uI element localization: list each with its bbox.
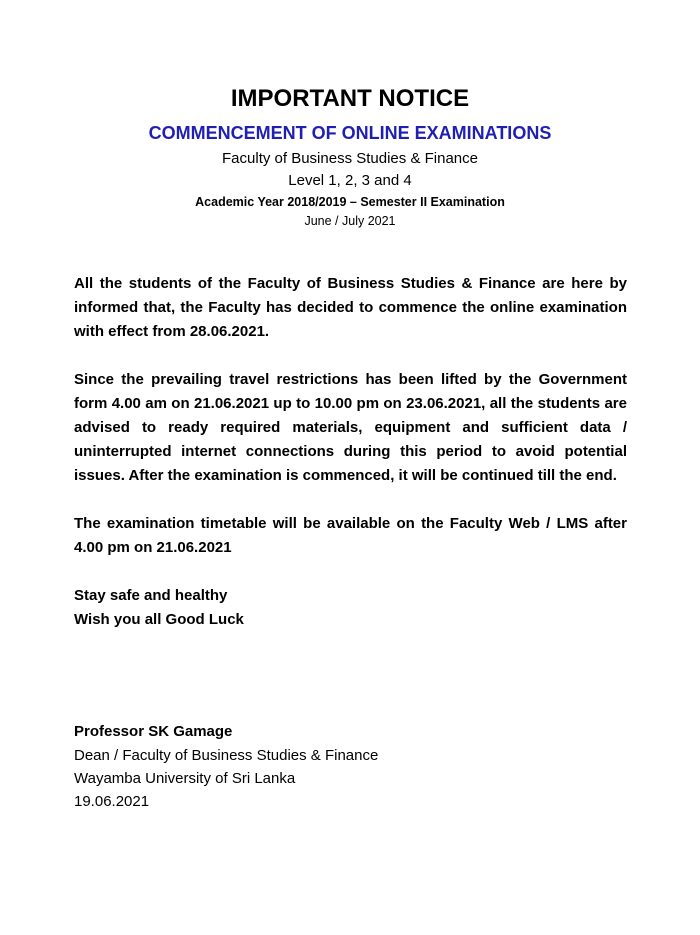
signatory-name: Professor SK Gamage [74,723,233,740]
signatory-position: Dean / Faculty of Business Studies & Finance [74,747,379,764]
levels-line: Level 1, 2, 3 and 4 [288,172,412,189]
notice-body [74,272,627,632]
faculty-name: Faculty of Business Studies & Finance [222,150,478,167]
paragraph-timetable: The examination timetable will be available on the Faculty Web / LMS after 4.00 pm on 21.06.2021 [74,515,627,556]
notice-header [0,84,700,230]
signature-block [74,720,627,813]
signatory-institution: Wayamba University of Sri Lanka [74,770,296,787]
paragraph-commencement: All the students of the Faculty of Business Studies & Finance are here by informed that, the Faculty has decided to commence the online examination with effect from 28.06.2021. [74,275,627,340]
notice-subtitle: COMMENCEMENT OF ONLINE EXAMINATIONS [148,123,552,143]
closing-line-luck: Wish you all Good Luck [74,611,244,628]
paragraph-travel-restrictions: Since the prevailing travel restrictions has been lifted by the Government form 4.00 am on 21.06.2021 up to 10.00 pm on 23.06.2021, all the students are advised to ready required materials, equipment and sufficient data / uninterrupted internet connections during this period to avoid potential issues. After the examination is commenced, it will be continued till the end. [74,371,627,484]
notice-title: IMPORTANT NOTICE [230,85,470,112]
academic-year-line: Academic Year 2018/2019 – Semester II Examination [195,195,505,209]
signature-date: 19.06.2021 [74,793,150,810]
exam-session-line: June / July 2021 [304,214,396,228]
closing-line-safe: Stay safe and healthy [74,587,228,604]
